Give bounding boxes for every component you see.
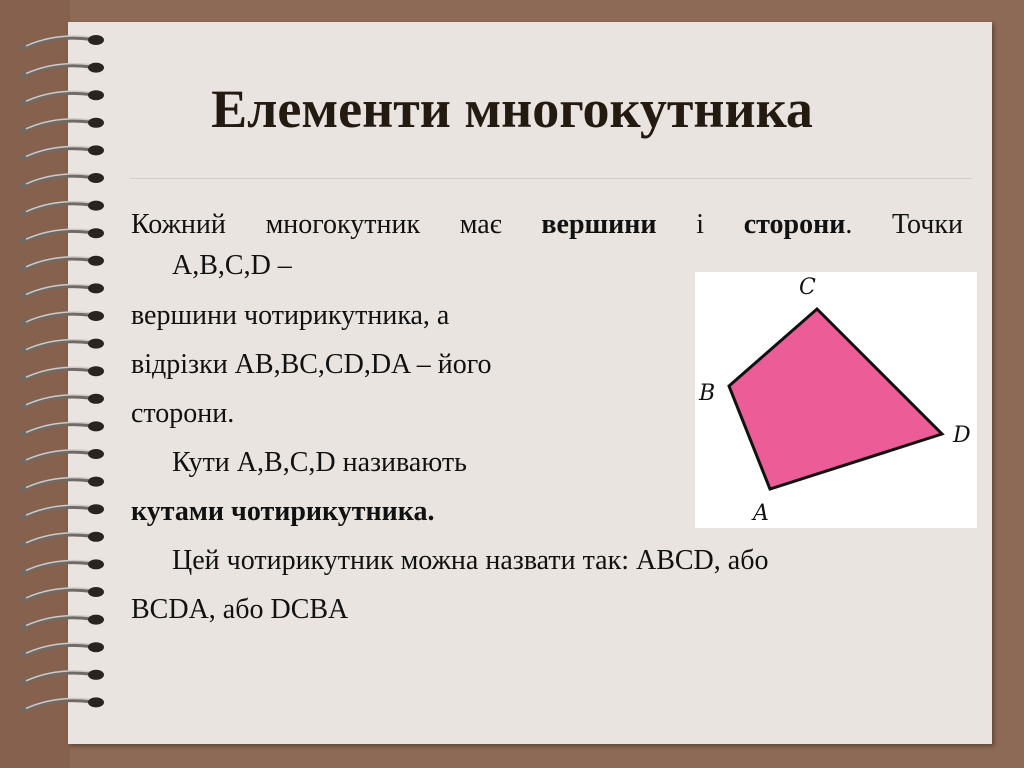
binding-hole <box>88 477 104 487</box>
binding-hole <box>88 145 104 155</box>
word: і <box>696 209 705 240</box>
term-angles: кутами чотирикутника. <box>131 496 435 527</box>
binding-hole <box>88 615 104 625</box>
paragraph-line-4: відрізки AB,BC,CD,DA – його <box>131 349 492 380</box>
quadrilateral-figure <box>695 272 977 528</box>
quadrilateral-diagram <box>695 272 977 528</box>
binding-hole <box>88 366 104 376</box>
vertex-label-c: C <box>799 275 816 300</box>
binding-hole <box>88 201 104 211</box>
term-vertices: вершини <box>541 209 657 240</box>
binding-hole <box>88 173 104 183</box>
binding-hole <box>88 63 104 73</box>
vertex-label-a: A <box>753 501 769 526</box>
binding-hole <box>88 642 104 652</box>
word: Точки <box>892 209 963 240</box>
title-divider <box>130 178 972 179</box>
word: многокутник <box>265 209 421 240</box>
term-sides: сторони <box>743 209 846 240</box>
binding-hole <box>88 449 104 459</box>
vertex-label-d: D <box>953 423 971 448</box>
binding-hole <box>88 283 104 293</box>
binding-hole <box>88 35 104 45</box>
word: Кожний <box>131 209 226 240</box>
paragraph-line-3: вершини чотирикутника, а <box>131 300 450 331</box>
binding-hole <box>88 559 104 569</box>
binding-hole <box>88 311 104 321</box>
binding-hole <box>88 339 104 349</box>
quadrilateral-shape <box>729 309 942 489</box>
binding-hole <box>88 670 104 680</box>
binding-hole <box>88 421 104 431</box>
paragraph-line-1 <box>131 209 963 241</box>
slide-title: Елементи многокутника <box>211 79 813 139</box>
binding-hole <box>88 256 104 266</box>
paragraph-line-5: сторони. <box>131 398 235 429</box>
binding-hole <box>88 697 104 707</box>
period: . <box>845 209 853 240</box>
binding-hole <box>88 587 104 597</box>
binding-hole <box>88 394 104 404</box>
paragraph-line-6: Кути A,B,C,D називають <box>172 447 467 478</box>
paragraph-line-9: BCDA, або DCBA <box>131 594 349 625</box>
paragraph-line-2: A,B,C,D – <box>172 250 292 281</box>
binding-hole <box>88 228 104 238</box>
binding-hole <box>88 532 104 542</box>
binding-hole <box>88 504 104 514</box>
vertex-label-b: B <box>699 381 716 406</box>
paragraph-line-8: Цей чотирикутник можна назвати так: ABCD, або <box>172 545 769 576</box>
word: має <box>459 209 502 240</box>
